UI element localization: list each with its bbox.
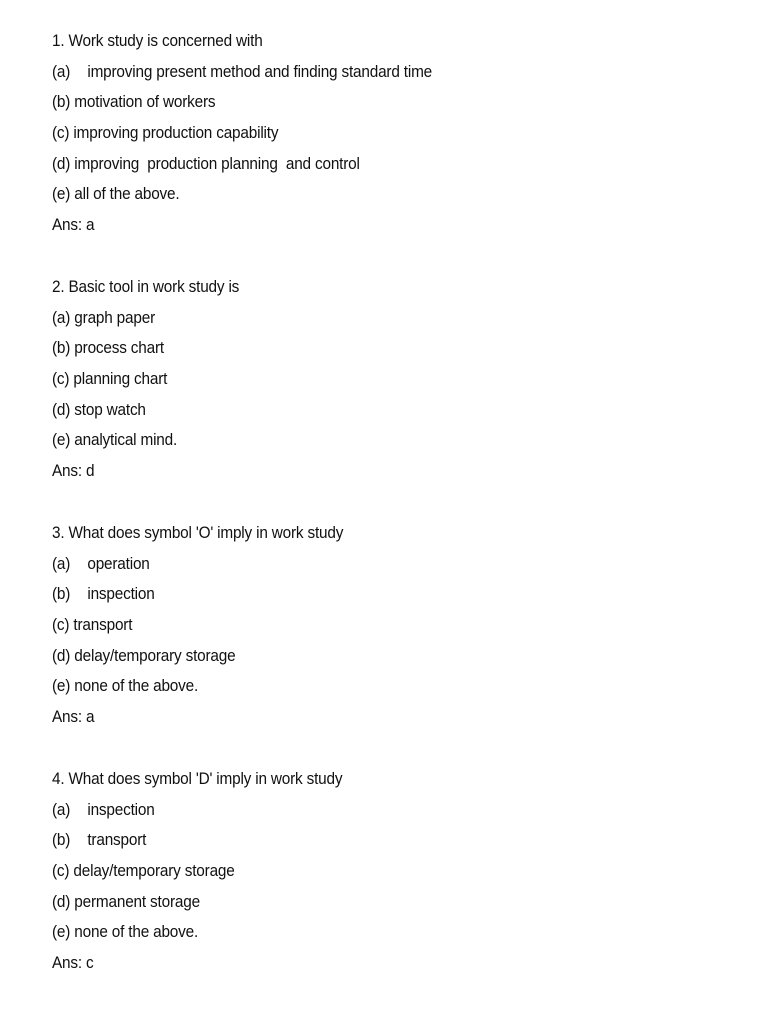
option-e <box>52 671 684 702</box>
option-letter: (c) <box>52 124 70 143</box>
option-letter: (a) <box>52 62 71 81</box>
option-e <box>52 425 684 456</box>
answer-text: Ans: a <box>52 216 95 235</box>
option-text: inspection <box>87 585 155 604</box>
option-letter: (b) <box>52 831 71 850</box>
question-block-4 <box>52 764 732 979</box>
answer-text: Ans: c <box>52 954 94 973</box>
option-letter: (d) <box>52 400 71 419</box>
answer-text: Ans: a <box>52 708 95 727</box>
option-b <box>52 579 684 610</box>
option-e <box>52 917 684 948</box>
option-text: process chart <box>74 339 164 358</box>
question-text: 2. Basic tool in work study is <box>52 278 240 296</box>
option-a <box>52 303 684 334</box>
option-letter: (b) <box>52 339 71 358</box>
option-letter: (a) <box>52 308 71 327</box>
option-a <box>52 549 684 580</box>
option-c <box>52 118 684 149</box>
option-text: improving production capability <box>73 124 279 143</box>
option-c <box>52 610 684 641</box>
option-d <box>52 641 684 672</box>
option-text: all of the above. <box>74 185 180 204</box>
option-text: stop watch <box>74 400 146 419</box>
option-b <box>52 87 684 118</box>
option-d <box>52 887 684 918</box>
option-text: planning chart <box>73 370 168 389</box>
answer-text: Ans: d <box>52 462 95 481</box>
option-letter: (d) <box>52 892 71 911</box>
option-text: transport <box>73 616 133 635</box>
option-letter: (e) <box>52 185 71 204</box>
option-text: none of the above. <box>74 923 199 942</box>
option-letter: (c) <box>52 862 70 881</box>
question-text: 3. What does symbol 'O' imply in work study <box>52 524 344 542</box>
option-text: delay/temporary storage <box>73 862 235 881</box>
option-text: improving present method and finding standard time <box>87 62 433 81</box>
option-text: operation <box>87 554 150 573</box>
option-letter: (b) <box>52 585 71 604</box>
option-b <box>52 333 684 364</box>
option-text: permanent storage <box>74 892 200 911</box>
option-text: motivation of workers <box>74 93 216 112</box>
option-a <box>52 57 684 88</box>
option-c <box>52 856 684 887</box>
option-text: improving production planning and control <box>74 154 360 173</box>
option-b <box>52 825 684 856</box>
option-text: none of the above. <box>74 677 199 696</box>
question-block-3 <box>52 518 732 733</box>
option-letter: (b) <box>52 93 71 112</box>
question-block-2 <box>52 272 732 487</box>
option-text: graph paper <box>74 308 156 327</box>
option-letter: (e) <box>52 677 71 696</box>
question-block-1 <box>52 26 732 241</box>
option-letter: (d) <box>52 154 71 173</box>
option-letter: (c) <box>52 370 70 389</box>
option-letter: (e) <box>52 431 71 450</box>
option-text: analytical mind. <box>74 431 178 450</box>
question-text: 1. Work study is concerned with <box>52 32 263 50</box>
option-e <box>52 179 684 210</box>
option-text: inspection <box>87 800 155 819</box>
option-text: delay/temporary storage <box>74 646 236 665</box>
option-d <box>52 149 684 180</box>
option-d <box>52 395 684 426</box>
option-letter: (e) <box>52 923 71 942</box>
question-text: 4. What does symbol 'D' imply in work study <box>52 770 343 788</box>
option-a <box>52 795 684 826</box>
option-letter: (c) <box>52 616 70 635</box>
option-c <box>52 364 684 395</box>
option-letter: (d) <box>52 646 71 665</box>
option-text: transport <box>87 831 147 850</box>
option-letter: (a) <box>52 800 71 819</box>
option-letter: (a) <box>52 554 71 573</box>
